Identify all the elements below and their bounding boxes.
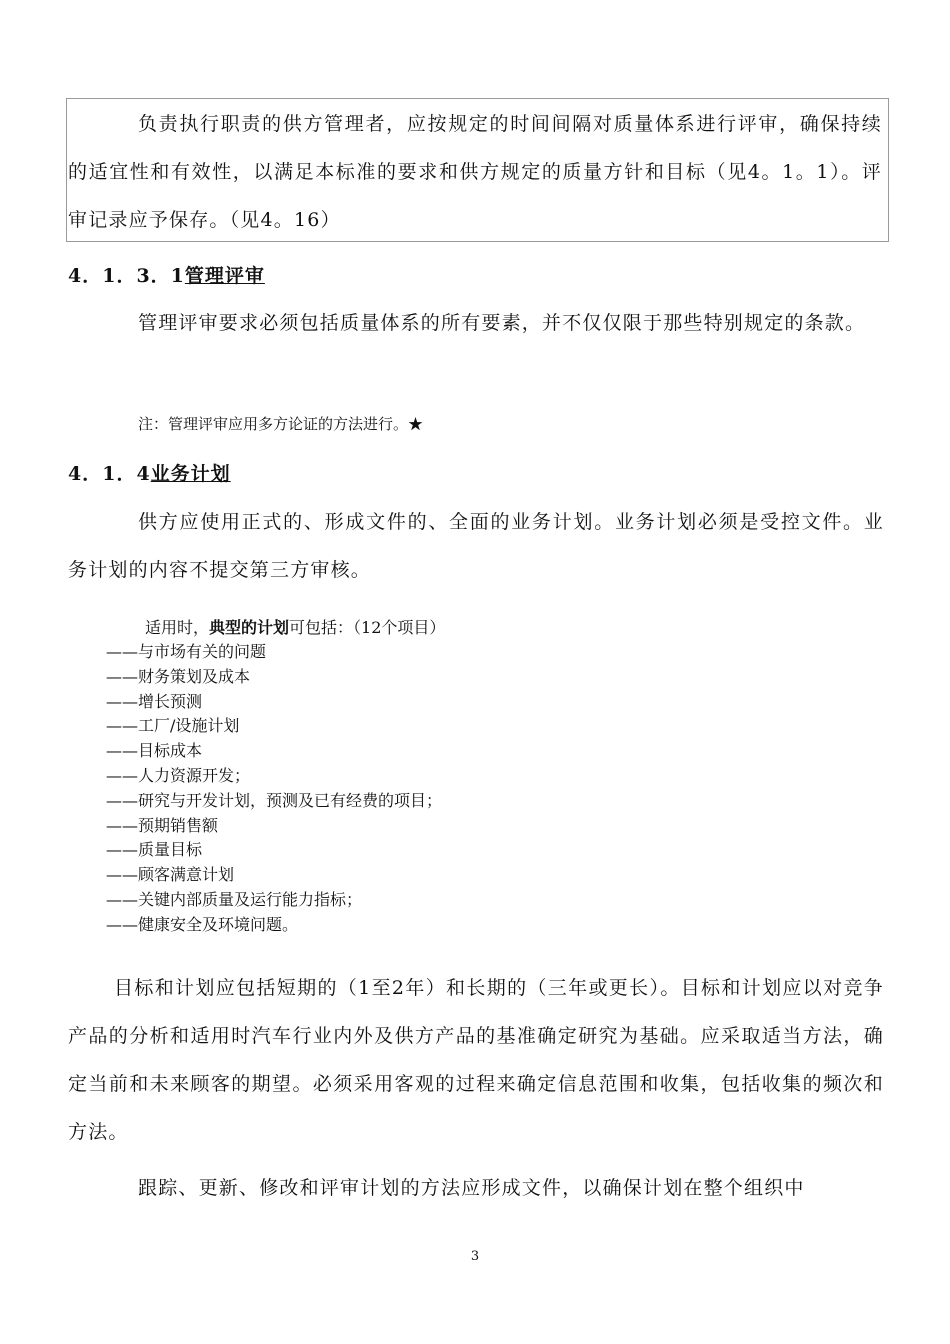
- list-item: ——顾客满意计划: [106, 865, 235, 885]
- list-item: ——关键内部质量及运行能力指标；: [106, 889, 363, 909]
- section-title: 业务计划: [150, 463, 231, 485]
- list-item: ——健康安全及环境问题。: [106, 914, 299, 934]
- section-heading-4131: [68, 262, 265, 290]
- list-intro-prefix: 适用时，: [145, 618, 210, 637]
- business-plan-paragraph: 供方应使用正式的、形成文件的、全面的业务计划。业务计划必须是受控文件。业务计划的内容不提交第三方审核。: [68, 511, 884, 581]
- list-item: ——与市场有关的问题: [106, 642, 267, 661]
- list-item: ——财务策划及成本: [106, 666, 251, 686]
- list-intro-bold: 典型的计划: [209, 618, 290, 637]
- management-review-paragraph: 管理评审要求必须包括质量体系的所有要素，并不仅仅限于那些特别规定的条款。: [138, 312, 866, 334]
- section-number: 4．1．4: [68, 463, 151, 485]
- management-review-note: 注：管理评审应用多方论证的方法进行。★: [138, 415, 424, 433]
- plan-list-intro: [145, 616, 445, 640]
- tracking-paragraph: 跟踪、更新、修改和评审计划的方法应形成文件，以确保计划在整个组织中: [138, 1177, 805, 1199]
- list-item: ——预期销售额: [106, 815, 219, 835]
- list-item: ——人力资源开发；: [106, 765, 251, 785]
- section-title: 管理评审: [184, 265, 265, 287]
- box-paragraph: 负责执行职责的供方管理者，应按规定的时间间隔对质量体系进行评审，确保持续的适宜性和有效性，以满足本标准的要求和供方规定的质量方针和目标（见4。1。1）。评审记录应予保存。（见4。16）: [68, 113, 882, 231]
- plan-item-list: [106, 640, 442, 938]
- section-number: 4．1．3．1: [68, 265, 185, 287]
- list-item: ——工厂/设施计划: [106, 716, 240, 736]
- section-heading-414: [68, 460, 231, 488]
- list-intro-suffix: 可包括：（12个项目）: [289, 618, 446, 637]
- list-item: ——质量目标: [106, 840, 203, 860]
- page-number: 3: [470, 1249, 480, 1264]
- list-item: ——增长预测: [106, 691, 203, 711]
- objectives-paragraph: 目标和计划应包括短期的（1至2年）和长期的（三年或更长）。目标和计划应以对竞争产品的分析和适用时汽车行业内外及供方产品的基准确定研究为基础。应采取适当方法，确定当前和未来顾客的期望。必须采用客观的过程来确定信息范围和收集，包括收集的频次和方法。: [68, 977, 884, 1143]
- list-item: ——目标成本: [106, 741, 203, 761]
- list-item: ——研究与开发计划，预测及已有经费的项目；: [106, 790, 443, 810]
